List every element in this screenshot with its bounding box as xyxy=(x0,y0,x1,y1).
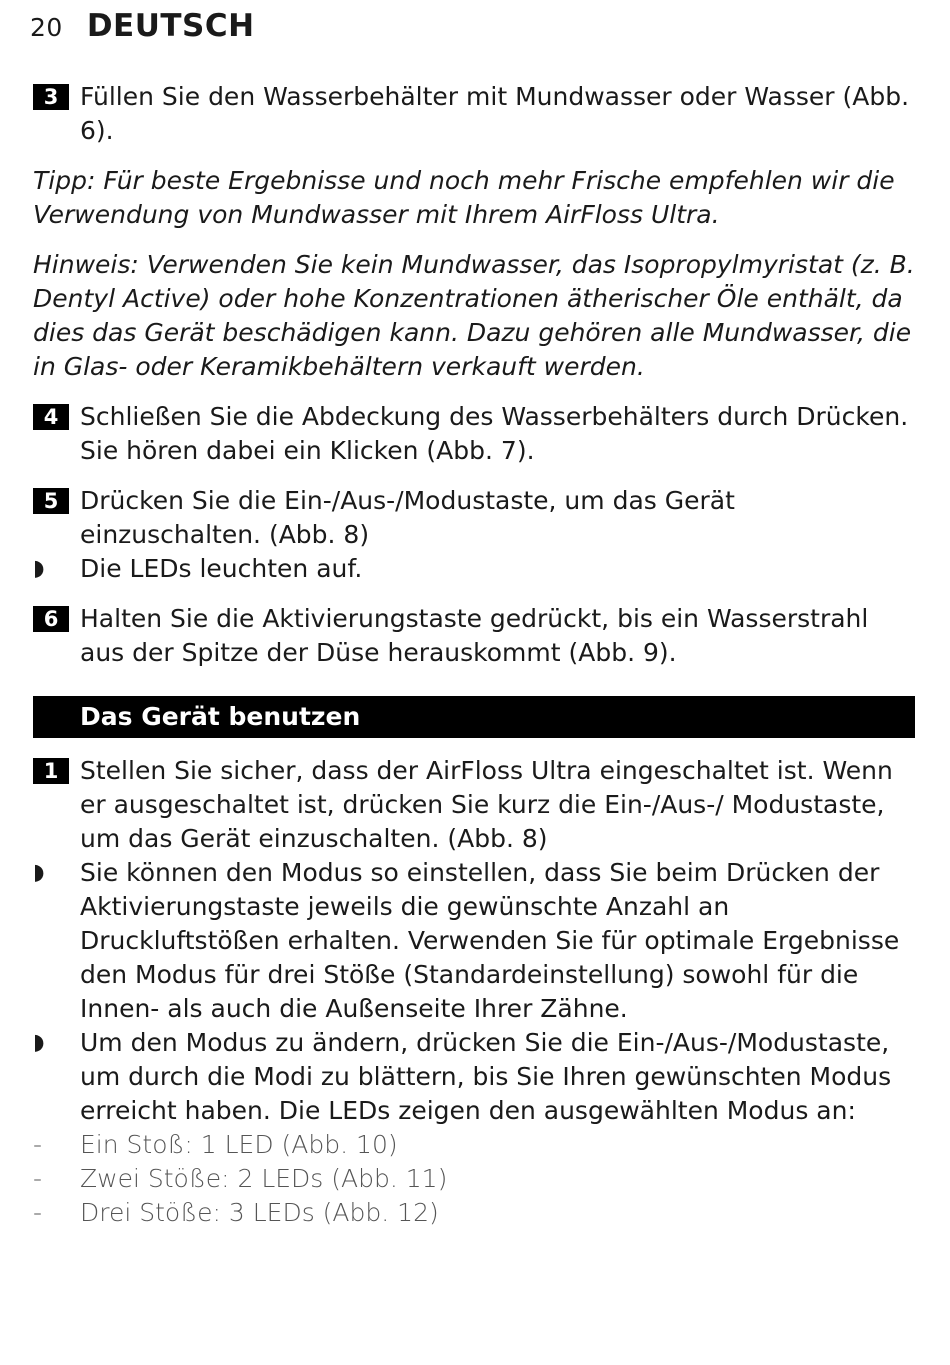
section-heading: Das Gerät benutzen xyxy=(33,696,915,738)
step-4 xyxy=(33,400,918,468)
step-text: Schließen Sie die Abdeckung des Wasserbehälters durch Drücken. Sie hören dabei ein Klicken (Abb. 7). xyxy=(80,402,909,465)
dash-icon: - xyxy=(33,1198,43,1227)
step-text: Halten Sie die Aktivierungstaste gedrückt, bis ein Wasserstrahl aus der Spitze der Düse herauskommt (Abb. 9). xyxy=(80,604,869,667)
bullet-text: Sie können den Modus so einstellen, dass Sie beim Drücken der Aktivierungstaste jeweils die gewünschte Anzahl an Druckluftstößen erhalten. Verwenden Sie für optimale Ergebnisse den Modus für drei Stöße (Standardeinstellung) sowohl für die Innen- als auch die Außenseite Ihrer Zähne. xyxy=(80,858,900,1023)
dash-icon: - xyxy=(33,1130,43,1159)
result-bullet xyxy=(33,856,918,1026)
mode-item xyxy=(33,1128,918,1162)
bullet-icon: ◗ xyxy=(33,556,45,581)
language-heading: DEUTSCH xyxy=(86,8,255,44)
step-text: Stellen Sie sicher, dass der AirFloss Ultra eingeschaltet ist. Wenn er ausgeschaltet ist, drücken Sie kurz die Ein-/Aus-/ Modustaste, um das Gerät einzuschalten. (Abb. 8) xyxy=(80,756,893,853)
step-text: Füllen Sie den Wasserbehälter mit Mundwasser oder Wasser (Abb. 6). xyxy=(80,82,910,145)
note-paragraph: Hinweis: Verwenden Sie kein Mundwasser, das Isopropylmyristat (z. B. Dentyl Active) oder hohe Konzentrationen ätherischer Öle enthält, da dies das Gerät beschädigen kann. Dazu gehören alle Mundwasser, die in Glas- oder Keramikbehältern verkauft werden. xyxy=(33,250,915,381)
page-number: 20 xyxy=(30,13,63,42)
mode-item xyxy=(33,1162,918,1196)
mode-text: Ein Stoß: 1 LED (Abb. 10) xyxy=(80,1130,398,1159)
result-bullet xyxy=(33,1026,918,1128)
page-header xyxy=(30,8,255,44)
step-number-badge: 3 xyxy=(33,84,69,110)
step-number-badge: 1 xyxy=(33,758,69,784)
step-number-badge: 5 xyxy=(33,488,69,514)
tip-paragraph: Tipp: Für beste Ergebnisse und noch mehr Frische empfehlen wir die Verwendung von Mundwasser mit Ihrem AirFloss Ultra. xyxy=(33,166,895,229)
mode-text: Zwei Stöße: 2 LEDs (Abb. 11) xyxy=(80,1164,448,1193)
bullet-text: Die LEDs leuchten auf. xyxy=(80,554,363,583)
mode-text: Drei Stöße: 3 LEDs (Abb. 12) xyxy=(80,1198,439,1227)
step-5 xyxy=(33,484,918,552)
manual-content xyxy=(33,80,918,1230)
result-bullet xyxy=(33,552,918,586)
step-3 xyxy=(33,80,918,148)
step-6 xyxy=(33,602,918,670)
mode-item xyxy=(33,1196,918,1230)
dash-icon: - xyxy=(33,1164,43,1193)
step-number-badge: 4 xyxy=(33,404,69,430)
step-number-badge: 6 xyxy=(33,606,69,632)
bullet-text: Um den Modus zu ändern, drücken Sie die Ein-/Aus-/Modustaste, um durch die Modi zu blättern, bis Sie Ihren gewünschten Modus erreicht haben. Die LEDs zeigen den ausgewählten Modus an: xyxy=(80,1028,892,1125)
bullet-icon: ◗ xyxy=(33,860,45,885)
step-text: Drücken Sie die Ein-/Aus-/Modustaste, um das Gerät einzuschalten. (Abb. 8) xyxy=(80,486,735,549)
use-step-1 xyxy=(33,754,918,856)
bullet-icon: ◗ xyxy=(33,1030,45,1055)
